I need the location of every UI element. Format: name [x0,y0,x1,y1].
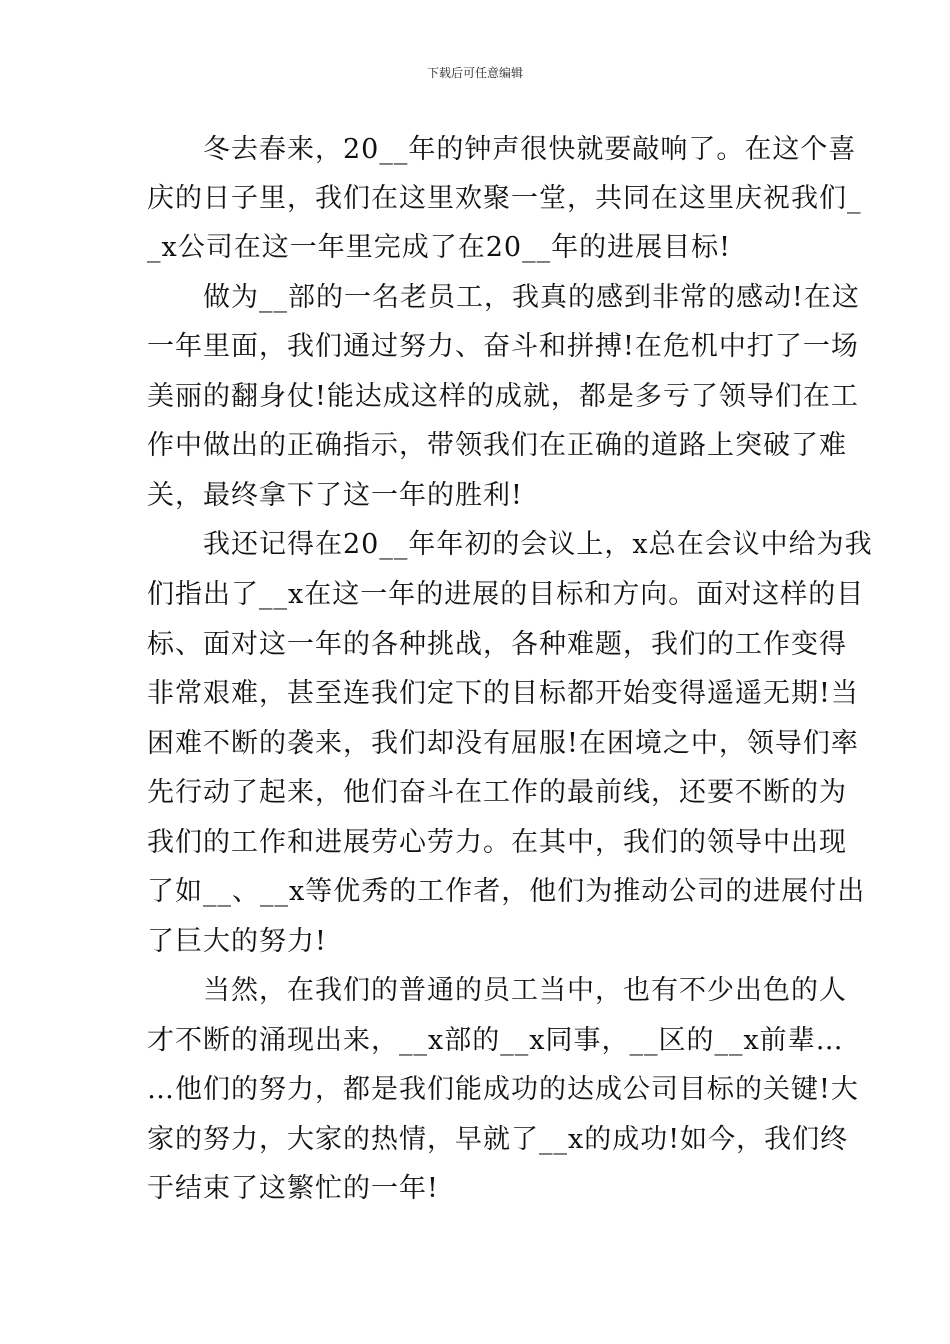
text-line: 家的努力，大家的热情，早就了__x的成功!如今，我们终 [147,1124,849,1155]
text-line: 庆的日子里，我们在这里欢聚一堂，共同在这里庆祝我们_ [147,183,862,214]
text-line: 一年里面，我们通过努力、奋斗和拼搏!在危机中打了一场 [147,331,859,362]
text-line: 我们的工作和进展劳心劳力。在其中，我们的领导中出现 [147,827,847,858]
text-line: 非常艰难，甚至连我们定下的目标都开始变得遥遥无期!当 [147,678,859,709]
page-header: 下载后可任意编辑 [426,66,523,80]
text-line: 先行动了起来，他们奋斗在工作的最前线，还要不断的为 [147,777,847,808]
text-line: 困难不断的袭来，我们却没有屈服!在困境之中，领导们率 [147,728,859,759]
text-line: 标、面对这一年的各种挑战，各种难题，我们的工作变得 [147,629,847,660]
text-line: 冬去春来，20__年的钟声很快就要敲响了。在这个喜 [147,134,857,165]
text-line: 们指出了__x在这一年的进展的目标和方向。面对这样的目 [147,579,865,610]
text-line: 做为__部的一名老员工，我真的感到非常的感动!在这 [147,282,860,313]
text-line: …他们的努力，都是我们能成功的达成公司目标的关键!大 [147,1074,859,1105]
text-line: 了如__、__x等优秀的工作者，他们为推动公司的进展付出 [147,876,866,907]
text-line: 于结束了这繁忙的一年! [147,1173,439,1204]
text-line: 我还记得在20__年年初的会议上，x总在会议中给为我 [147,529,873,560]
text-line: 当然，在我们的普通的员工当中，也有不少出色的人 [147,975,847,1006]
text-line: 了巨大的努力! [147,926,327,957]
text-line: 作中做出的正确指示，带领我们在正确的道路上突破了难 [147,430,847,461]
text-line: _x公司在这一年里完成了在20__年的进展目标! [147,232,731,263]
text-line: 关，最终拿下了这一年的胜利! [147,480,523,511]
text-line: 才不断的涌现出来，__x部的__x同事，__区的__x前辈… [147,1025,844,1056]
text-line: 美丽的翻身仗!能达成这样的成就，都是多亏了领导们在工 [147,381,859,412]
